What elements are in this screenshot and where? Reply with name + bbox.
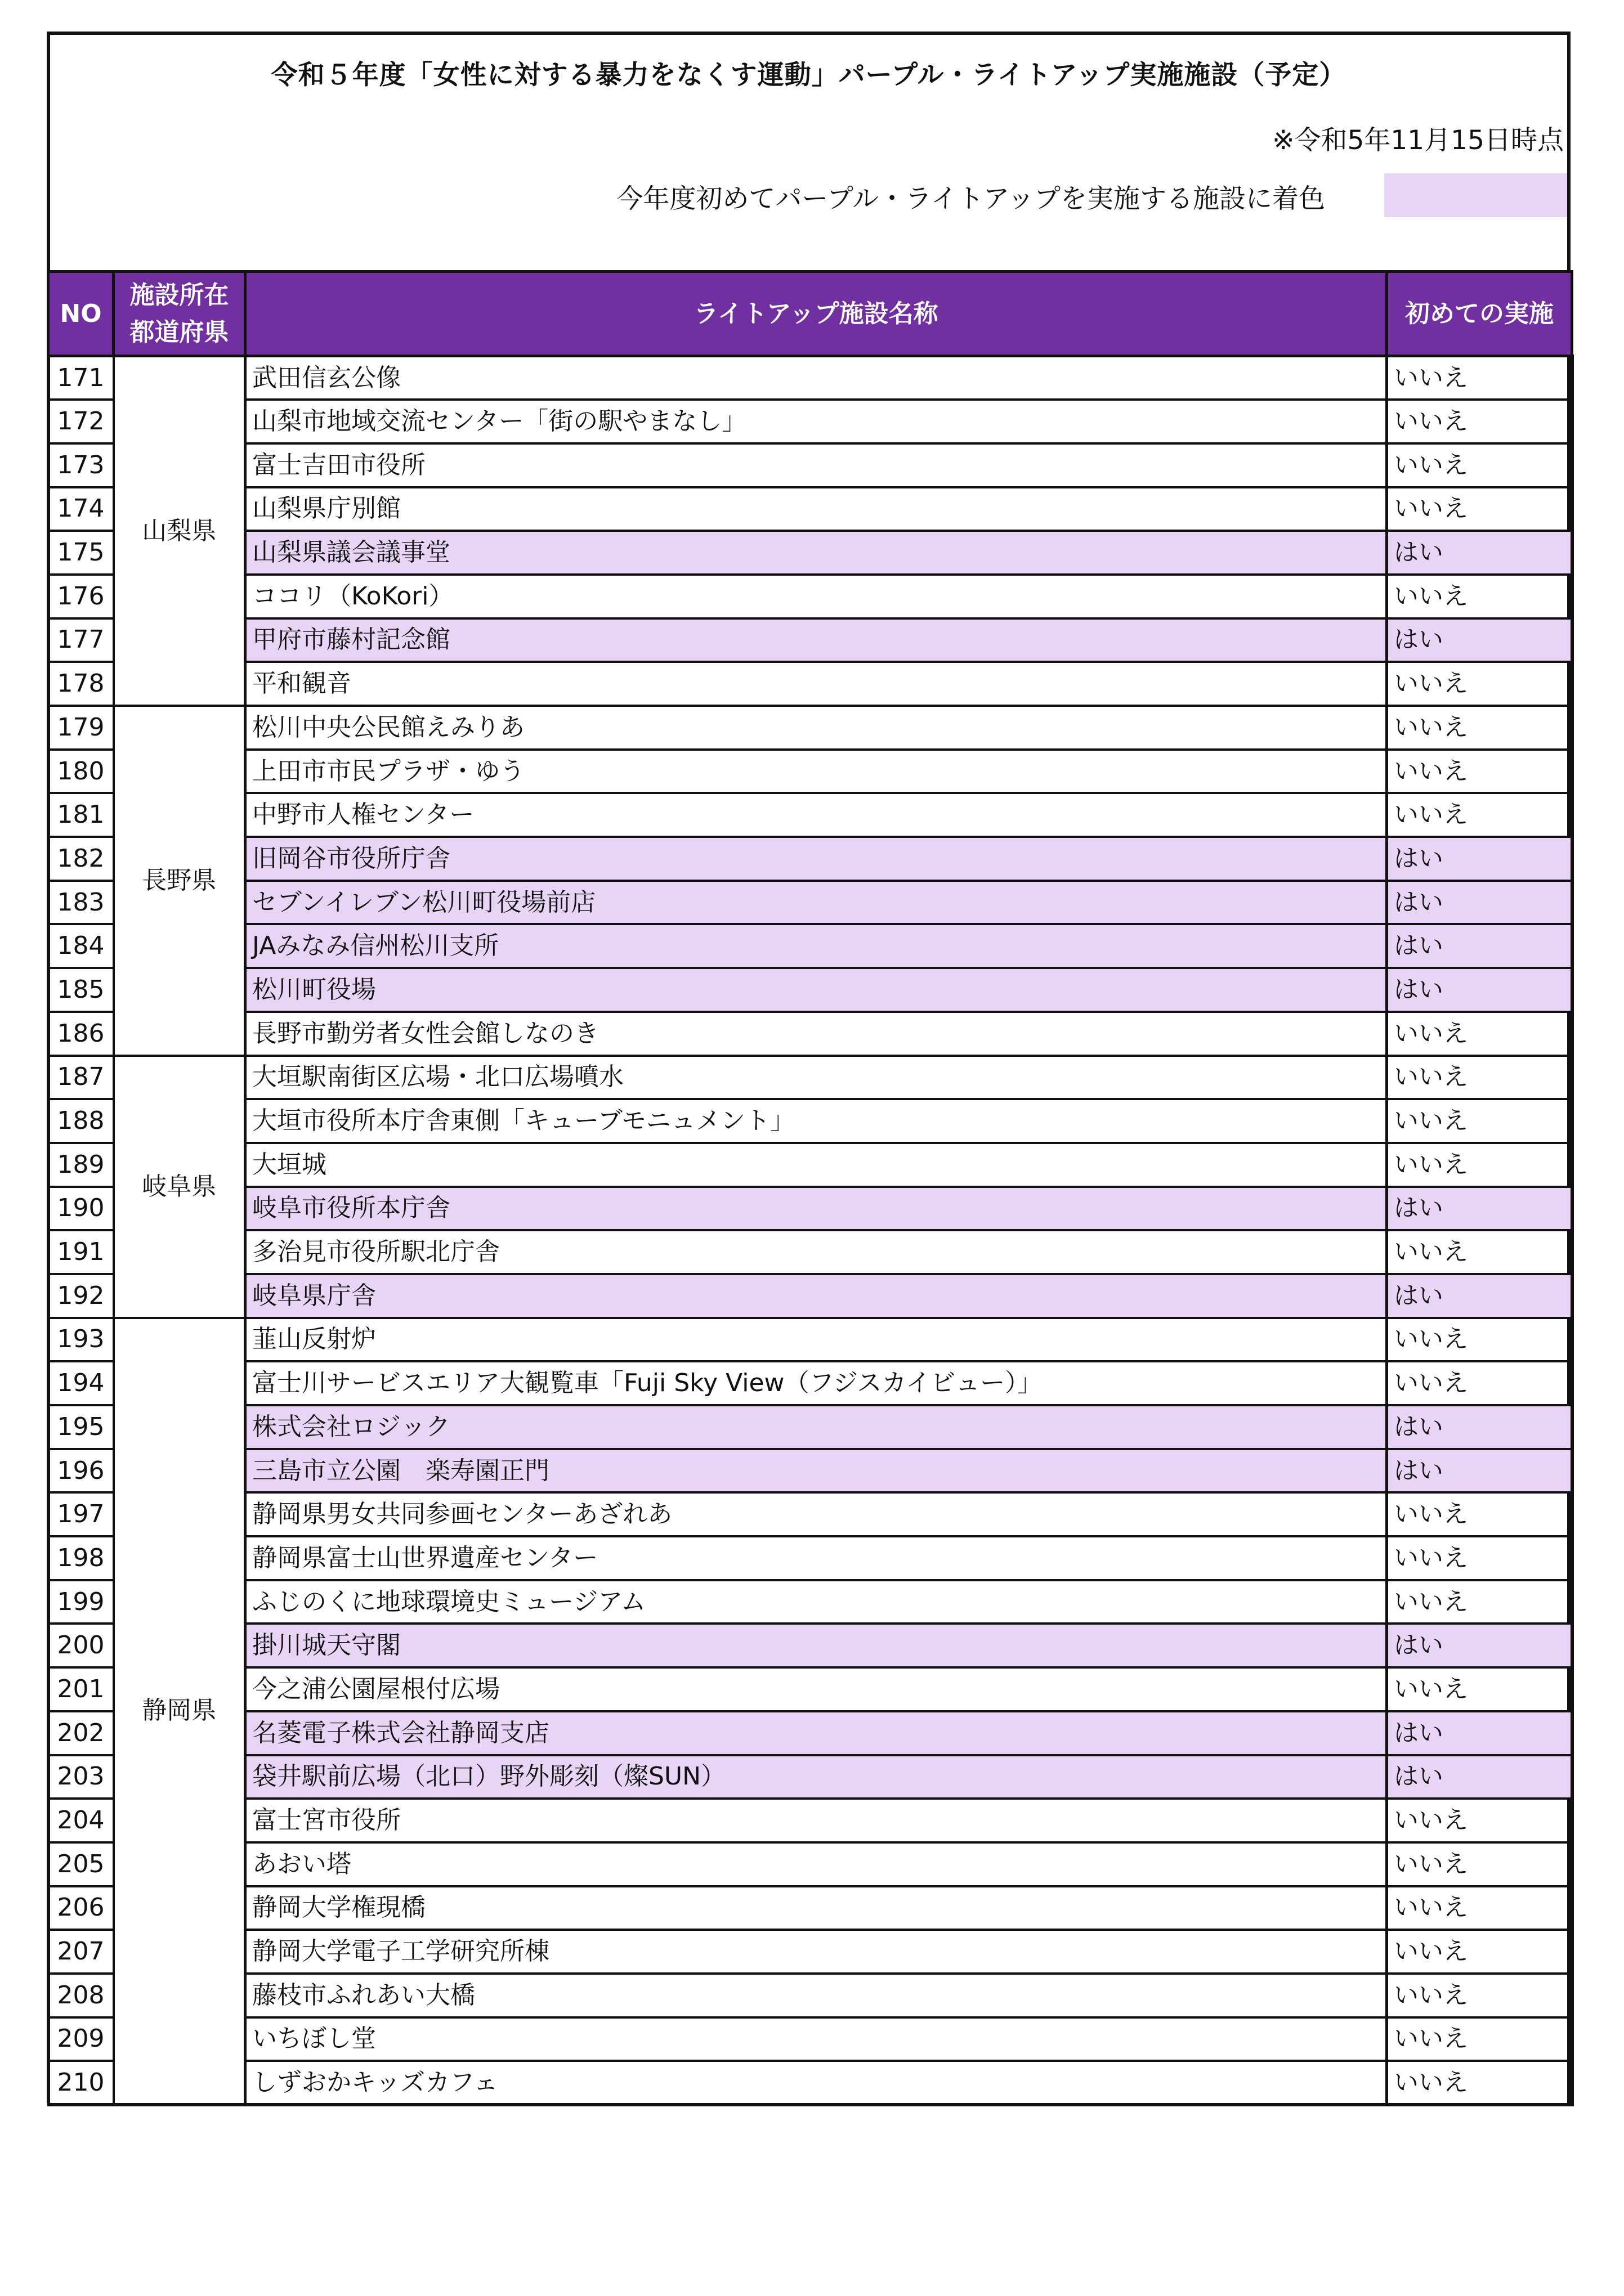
cell-first-time: はい <box>1387 1624 1572 1667</box>
cell-first-time: いいえ <box>1387 2061 1572 2105</box>
cell-first-time: はい <box>1387 881 1572 925</box>
cell-prefecture: 長野県 <box>114 706 245 1056</box>
cell-facility-name: 名菱電子株式会社静岡支店 <box>245 1711 1387 1755</box>
cell-no: 188 <box>48 1099 114 1143</box>
cell-no: 207 <box>48 1930 114 1974</box>
table-row <box>48 1624 1572 1667</box>
col-header-prefecture-line2: 都道府県 <box>129 317 229 347</box>
cell-facility-name: JAみなみ信州松川支所 <box>245 924 1387 968</box>
cell-facility-name: 富士川サービスエリア大観覧車「Fuji Sky View（フジスカイビュー）」 <box>245 1361 1387 1405</box>
cell-first-time: いいえ <box>1387 1930 1572 1974</box>
cell-facility-name: 富士宮市役所 <box>245 1799 1387 1842</box>
table-row <box>48 1361 1572 1405</box>
cell-no: 190 <box>48 1187 114 1231</box>
table-row <box>48 750 1572 793</box>
legend-swatch <box>1384 173 1567 217</box>
cell-no: 173 <box>48 443 114 487</box>
cell-facility-name: 松川町役場 <box>245 968 1387 1012</box>
cell-first-time: いいえ <box>1387 1536 1572 1580</box>
table-row <box>48 706 1572 750</box>
cell-no: 171 <box>48 356 114 400</box>
cell-prefecture: 山梨県 <box>114 356 245 706</box>
table-row <box>48 1930 1572 1974</box>
table-row <box>48 1492 1572 1536</box>
cell-prefecture: 岐阜県 <box>114 1056 245 1318</box>
table-row <box>48 443 1572 487</box>
cell-first-time: はい <box>1387 924 1572 968</box>
cell-facility-name: 富士吉田市役所 <box>245 443 1387 487</box>
cell-first-time: いいえ <box>1387 1492 1572 1536</box>
table-header-row <box>48 272 1572 356</box>
table-row <box>48 1449 1572 1493</box>
cell-no: 202 <box>48 1711 114 1755</box>
cell-no: 201 <box>48 1667 114 1711</box>
cell-first-time: はい <box>1387 968 1572 1012</box>
cell-no: 198 <box>48 1536 114 1580</box>
table-row <box>48 968 1572 1012</box>
cell-first-time: いいえ <box>1387 487 1572 531</box>
cell-no: 194 <box>48 1361 114 1405</box>
cell-first-time: はい <box>1387 618 1572 662</box>
cell-facility-name: 三島市立公園 楽寿園正門 <box>245 1449 1387 1493</box>
cell-facility-name: 静岡県男女共同参画センターあざれあ <box>245 1492 1387 1536</box>
cell-facility-name: 袋井駅前広場（北口）野外彫刻（燦SUN） <box>245 1755 1387 1799</box>
table-row <box>48 1056 1572 1100</box>
cell-first-time: いいえ <box>1387 356 1572 400</box>
cell-first-time: はい <box>1387 1187 1572 1231</box>
table-row <box>48 1886 1572 1930</box>
table-row <box>48 1667 1572 1711</box>
table-row <box>48 575 1572 618</box>
cell-first-time: はい <box>1387 837 1572 881</box>
cell-no: 181 <box>48 793 114 837</box>
cell-facility-name: 松川中央公民館えみりあ <box>245 706 1387 750</box>
cell-no: 175 <box>48 531 114 575</box>
cell-facility-name: 大垣駅南街区広場・北口広場噴水 <box>245 1056 1387 1100</box>
cell-first-time: いいえ <box>1387 706 1572 750</box>
cell-no: 185 <box>48 968 114 1012</box>
table-row <box>48 1099 1572 1143</box>
cell-first-time: いいえ <box>1387 443 1572 487</box>
table-row <box>48 531 1572 575</box>
cell-no: 192 <box>48 1274 114 1318</box>
cell-no: 206 <box>48 1886 114 1930</box>
cell-facility-name: 藤枝市ふれあい大橋 <box>245 1974 1387 2017</box>
cell-first-time: いいえ <box>1387 1974 1572 2017</box>
col-header-first-time: 初めての実施 <box>1387 272 1572 356</box>
table-row <box>48 356 1572 400</box>
cell-facility-name: 静岡県富士山世界遺産センター <box>245 1536 1387 1580</box>
cell-first-time: いいえ <box>1387 1580 1572 1624</box>
cell-facility-name: あおい塔 <box>245 1842 1387 1886</box>
cell-no: 199 <box>48 1580 114 1624</box>
cell-no: 178 <box>48 662 114 706</box>
cell-no: 208 <box>48 1974 114 2017</box>
facilities-table <box>47 270 1574 2106</box>
table-row <box>48 487 1572 531</box>
cell-no: 180 <box>48 750 114 793</box>
cell-facility-name: ふじのくに地球環境史ミュージアム <box>245 1580 1387 1624</box>
sheet <box>47 32 1571 2104</box>
cell-first-time: いいえ <box>1387 1361 1572 1405</box>
cell-facility-name: 中野市人権センター <box>245 793 1387 837</box>
cell-first-time: いいえ <box>1387 1667 1572 1711</box>
table-row <box>48 1711 1572 1755</box>
cell-facility-name: 掛川城天守閣 <box>245 1624 1387 1667</box>
cell-no: 189 <box>48 1143 114 1187</box>
as-of-date: ※令和5年11月15日時点 <box>1272 125 1564 156</box>
cell-no: 172 <box>48 400 114 443</box>
cell-facility-name: 山梨県庁別館 <box>245 487 1387 531</box>
cell-first-time: いいえ <box>1387 750 1572 793</box>
cell-no: 200 <box>48 1624 114 1667</box>
cell-facility-name: セブンイレブン松川町役場前店 <box>245 881 1387 925</box>
cell-no: 197 <box>48 1492 114 1536</box>
cell-facility-name: 今之浦公園屋根付広場 <box>245 1667 1387 1711</box>
cell-first-time: いいえ <box>1387 1056 1572 1100</box>
cell-facility-name: 静岡大学権現橋 <box>245 1886 1387 1930</box>
cell-no: 210 <box>48 2061 114 2105</box>
col-header-prefecture <box>114 272 245 356</box>
table-row <box>48 837 1572 881</box>
cell-first-time: いいえ <box>1387 1318 1572 1362</box>
cell-facility-name: 大垣市役所本庁舎東側「キューブモニュメント」 <box>245 1099 1387 1143</box>
cell-facility-name: 大垣城 <box>245 1143 1387 1187</box>
table-row <box>48 1405 1572 1449</box>
cell-no: 176 <box>48 575 114 618</box>
cell-no: 187 <box>48 1056 114 1100</box>
cell-no: 182 <box>48 837 114 881</box>
page-title: 令和５年度「女性に対する暴力をなくす運動」パープル・ライトアップ実施施設（予定） <box>271 60 1346 91</box>
table-row <box>48 1012 1572 1056</box>
table-row <box>48 1187 1572 1231</box>
table-row <box>48 1230 1572 1274</box>
cell-no: 184 <box>48 924 114 968</box>
cell-facility-name: 平和観音 <box>245 662 1387 706</box>
cell-facility-name: 多治見市役所駅北庁舎 <box>245 1230 1387 1274</box>
cell-facility-name: 甲府市藤村記念館 <box>245 618 1387 662</box>
cell-facility-name: 上田市市民プラザ・ゆう <box>245 750 1387 793</box>
table-row <box>48 400 1572 443</box>
cell-first-time: はい <box>1387 1755 1572 1799</box>
cell-no: 179 <box>48 706 114 750</box>
table-row <box>48 1842 1572 1886</box>
legend-text: 今年度初めてパープル・ライトアップを実施する施設に着色 <box>616 183 1325 214</box>
cell-no: 183 <box>48 881 114 925</box>
cell-first-time: いいえ <box>1387 400 1572 443</box>
cell-no: 174 <box>48 487 114 531</box>
cell-no: 177 <box>48 618 114 662</box>
table-row <box>48 2017 1572 2061</box>
cell-first-time: いいえ <box>1387 2017 1572 2061</box>
cell-facility-name: 山梨県議会議事堂 <box>245 531 1387 575</box>
cell-first-time: いいえ <box>1387 1886 1572 1930</box>
cell-first-time: いいえ <box>1387 793 1572 837</box>
table-row <box>48 2061 1572 2105</box>
cell-no: 203 <box>48 1755 114 1799</box>
cell-prefecture: 静岡県 <box>114 1318 245 2105</box>
cell-facility-name: 山梨市地域交流センター「街の駅やまなし」 <box>245 400 1387 443</box>
cell-first-time: はい <box>1387 1274 1572 1318</box>
cell-no: 186 <box>48 1012 114 1056</box>
cell-first-time: はい <box>1387 1405 1572 1449</box>
table-row <box>48 1274 1572 1318</box>
cell-no: 193 <box>48 1318 114 1362</box>
cell-first-time: いいえ <box>1387 1099 1572 1143</box>
cell-no: 205 <box>48 1842 114 1886</box>
cell-no: 191 <box>48 1230 114 1274</box>
cell-facility-name: しずおかキッズカフェ <box>245 2061 1387 2105</box>
cell-facility-name: 旧岡谷市役所庁舎 <box>245 837 1387 881</box>
table-row <box>48 618 1572 662</box>
table-row <box>48 1580 1572 1624</box>
col-header-prefecture-line1: 施設所在 <box>129 280 229 310</box>
cell-no: 196 <box>48 1449 114 1493</box>
cell-first-time: いいえ <box>1387 1842 1572 1886</box>
table-row <box>48 1755 1572 1799</box>
cell-first-time: いいえ <box>1387 575 1572 618</box>
cell-facility-name: 武田信玄公像 <box>245 356 1387 400</box>
cell-first-time: はい <box>1387 1449 1572 1493</box>
cell-first-time: いいえ <box>1387 1143 1572 1187</box>
table-row <box>48 1799 1572 1842</box>
cell-first-time: はい <box>1387 1711 1572 1755</box>
cell-facility-name: 岐阜県庁舎 <box>245 1274 1387 1318</box>
cell-facility-name: いちぼし堂 <box>245 2017 1387 2061</box>
cell-facility-name: 長野市勤労者女性会館しなのき <box>245 1012 1387 1056</box>
cell-facility-name: 株式会社ロジック <box>245 1405 1387 1449</box>
table-row <box>48 1318 1572 1362</box>
table-row <box>48 881 1572 925</box>
cell-first-time: いいえ <box>1387 1799 1572 1842</box>
table-body <box>48 356 1572 2105</box>
table-row <box>48 662 1572 706</box>
cell-facility-name: 韮山反射炉 <box>245 1318 1387 1362</box>
table-row <box>48 793 1572 837</box>
table-row <box>48 1536 1572 1580</box>
cell-facility-name: 岐阜市役所本庁舎 <box>245 1187 1387 1231</box>
cell-first-time: はい <box>1387 531 1572 575</box>
col-header-no: NO <box>48 272 114 356</box>
table-row <box>48 1974 1572 2017</box>
table-row <box>48 1143 1572 1187</box>
col-header-facility-name: ライトアップ施設名称 <box>245 272 1387 356</box>
cell-facility-name: 静岡大学電子工学研究所棟 <box>245 1930 1387 1974</box>
cell-no: 209 <box>48 2017 114 2061</box>
table-row <box>48 924 1572 968</box>
cell-no: 195 <box>48 1405 114 1449</box>
cell-facility-name: ココリ（KoKori） <box>245 575 1387 618</box>
cell-no: 204 <box>48 1799 114 1842</box>
cell-first-time: いいえ <box>1387 1230 1572 1274</box>
cell-first-time: いいえ <box>1387 1012 1572 1056</box>
cell-first-time: いいえ <box>1387 662 1572 706</box>
